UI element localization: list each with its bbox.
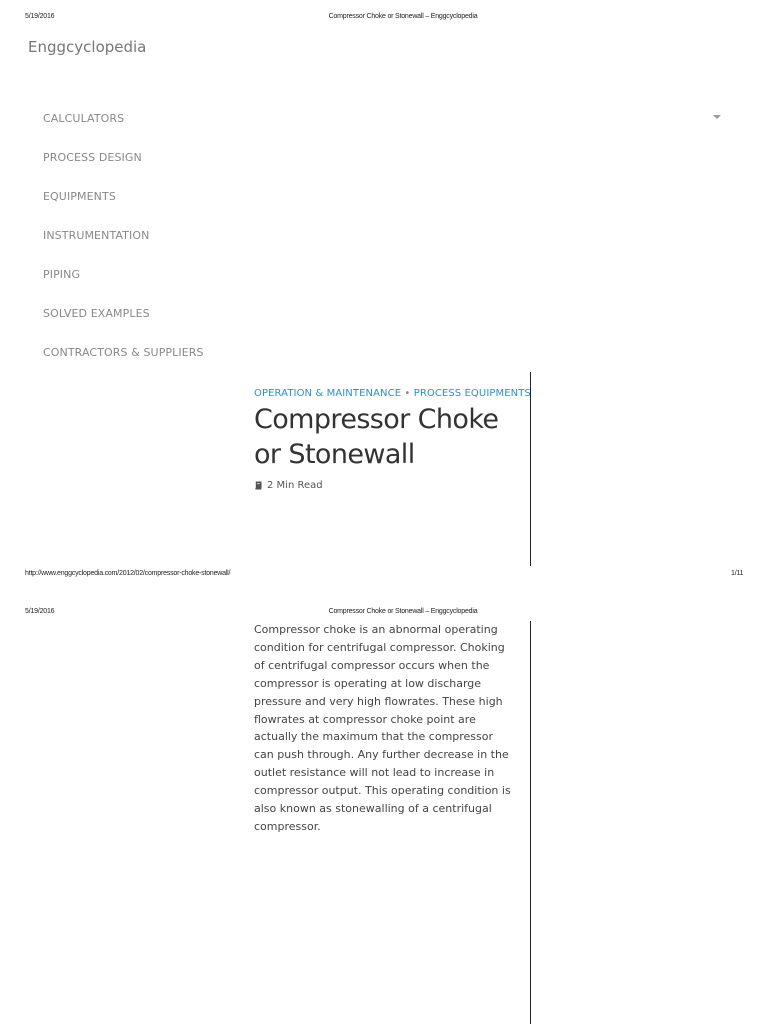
print-footer-url: http://www.enggcyclopedia.com/2012/02/compressor-choke-stonewall/ [25,570,231,577]
print-header-title-page2: Compressor Choke or Stonewall – Enggcyclopedia [328,608,478,615]
read-time-label: 2 Min Read [267,480,323,491]
book-icon [254,481,263,490]
caret-down-icon[interactable] [713,115,721,119]
nav-item-process-design[interactable]: PROCESS DESIGN [43,151,142,164]
nav-item-contractors-suppliers[interactable]: CONTRACTORS & SUPPLIERS [43,346,204,359]
article-title: Compressor Choke or Stonewall [254,404,499,470]
print-header-title: Compressor Choke or Stonewall – Enggcyclopedia [328,13,478,20]
article-body: Compressor choke is an abnormal operating condition for centrifugal compressor. Choking of centrifugal compressor occurs when the compressor is operating at low discharge pressure and very high flowrates. These high flowrates at compressor choke point are actually the maximum that the compressor can push through. Any further decrease in the outlet resistance will not lead to increase in compressor output. This operating condition is also known as stonewalling of a centrifugal compressor. [254,623,511,833]
nav-item-solved-examples[interactable]: SOLVED EXAMPLES [43,307,150,320]
nav-item-piping[interactable]: PIPING [43,268,81,281]
site-title[interactable]: Enggcyclopedia [28,38,147,56]
category-link-operation-maintenance[interactable]: OPERATION & MAINTENANCE [254,388,402,399]
category-link-process-equipments[interactable]: PROCESS EQUIPMENTS [413,388,531,399]
nav-item-equipments[interactable]: EQUIPMENTS [43,190,116,203]
category-separator: • [404,388,411,399]
page1-divider-line [530,372,531,566]
article-categories [254,388,531,399]
main-nav [43,110,733,383]
nav-item-calculators[interactable]: CALCULATORS [43,112,125,125]
print-header-date-page2: 5/19/2016 [25,608,55,615]
print-footer-page: 1/11 [731,570,744,577]
page2-divider-line [530,621,531,1024]
read-time [254,480,323,491]
print-header-date: 5/19/2016 [25,13,55,20]
nav-item-instrumentation[interactable]: INSTRUMENTATION [43,229,150,242]
